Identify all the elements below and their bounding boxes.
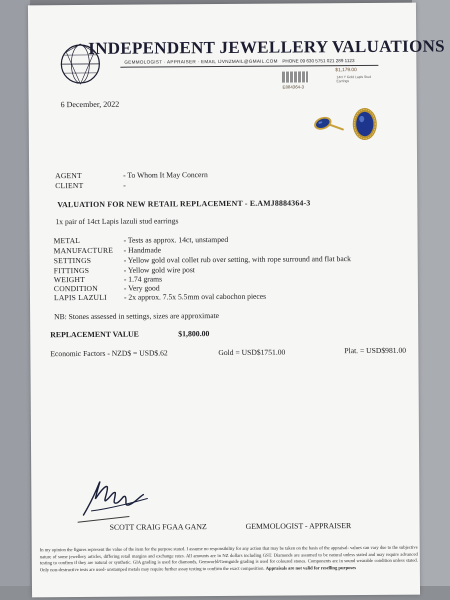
price-tag-description: 14ct Y Gold Lapis Stud Earrings: [336, 74, 372, 84]
spec-label: CONDITION: [53, 283, 98, 294]
letterhead-tagline: GEMMOLOGIST · APPRAISER · EMAIL IJVNZMAIL@GMAIL.COM: [124, 58, 278, 65]
disclaimer-emphasis: Appraisals are not valid for reselling purposes: [265, 564, 357, 571]
price-tag-price: $1,179.00: [335, 68, 357, 74]
assessment-note: NB: Stones assessed in settings, sizes are approximate: [54, 311, 220, 322]
agent-value: - To Whom It May Concern: [123, 170, 208, 180]
handwritten-signature: [77, 474, 155, 521]
platinum-price: Plat. = USD$981.00: [344, 345, 407, 356]
brand-name: INDEPENDENT JEWELLERY VALUATIONS: [88, 36, 445, 58]
barcode-icon: [282, 71, 308, 82]
spec-value: - Yellow gold wire post: [123, 265, 195, 275]
spec-label: WEIGHT: [53, 274, 86, 285]
letterhead-phone: PHONE 09 630 5751 021 289 1123: [282, 58, 355, 64]
disclaimer-body: In my opinion the figures represent the value of the item for the purpose stated. I assume no responsibility for any action that may be taken on the basis of the appraisal- values can vary due to the subjective nature of some jewellery articles, differing retail margins and exchange rates. All amounts are in NZ dollars including GST. Diamonds are assumed to be natural unless stated and may require advanced testing to confirm if they are natural or synthetic. GIA grading is used for diamonds, Gemworld/Gemguide grading is used for coloured stones. Components are in sound wearable condition unless stated. Only non-destructive tests are used- unstamped metals may require further assay testing to confirm the exact composition.: [39, 544, 418, 572]
signatory-title: GEMMOLOGIST - APPRAISER: [245, 521, 352, 531]
valuation-document: [28, 3, 445, 598]
spec-label: METAL: [53, 236, 81, 246]
disclaimer: [40, 545, 418, 574]
replacement-value-amount: $1,800.00: [178, 329, 210, 339]
item-description: 1x pair of 14ct Lapis lazuli stud earrings: [55, 216, 179, 227]
agent-label: AGENT: [55, 170, 82, 181]
spec-value: - Yellow gold oval collet rub over setting, with rope surround and flat back: [123, 254, 351, 265]
valuation-heading: VALUATION FOR NEW RETAIL REPLACEMENT - E.AMJ8884364-3: [57, 198, 311, 210]
valuation-date: 6 December, 2022: [60, 99, 120, 110]
spec-value: - Very good: [123, 283, 160, 293]
spec-label: FITTINGS: [53, 265, 90, 276]
gold-price: Gold = USD$1751.00: [218, 347, 286, 358]
signatory-name: SCOTT CRAIG FGAA GANZ: [109, 522, 207, 532]
client-label: CLIENT: [55, 180, 84, 191]
spec-label: MANUFACTURE: [53, 245, 114, 256]
price-tag: [282, 67, 377, 98]
earrings-photo: [303, 103, 385, 152]
client-value: -: [123, 180, 126, 190]
background-left: [0, 0, 30, 600]
spec-value: - 2x approx. 7.5x 5.5mm oval cabochon pieces: [123, 291, 267, 302]
economic-factors: Economic Factors - NZD$ = USD$.62: [50, 348, 168, 359]
price-tag-code: E884364-3: [282, 84, 305, 90]
spec-value: - 1.74 grams: [123, 274, 163, 284]
replacement-value-label: REPLACEMENT VALUE: [50, 329, 139, 340]
spec-value: - Handmade: [123, 245, 162, 255]
spec-label: LAPIS LAZULI: [53, 292, 107, 303]
spec-label: SETTINGS: [53, 255, 92, 266]
spec-value: - Tests as approx. 14ct, unstamped: [123, 234, 229, 245]
